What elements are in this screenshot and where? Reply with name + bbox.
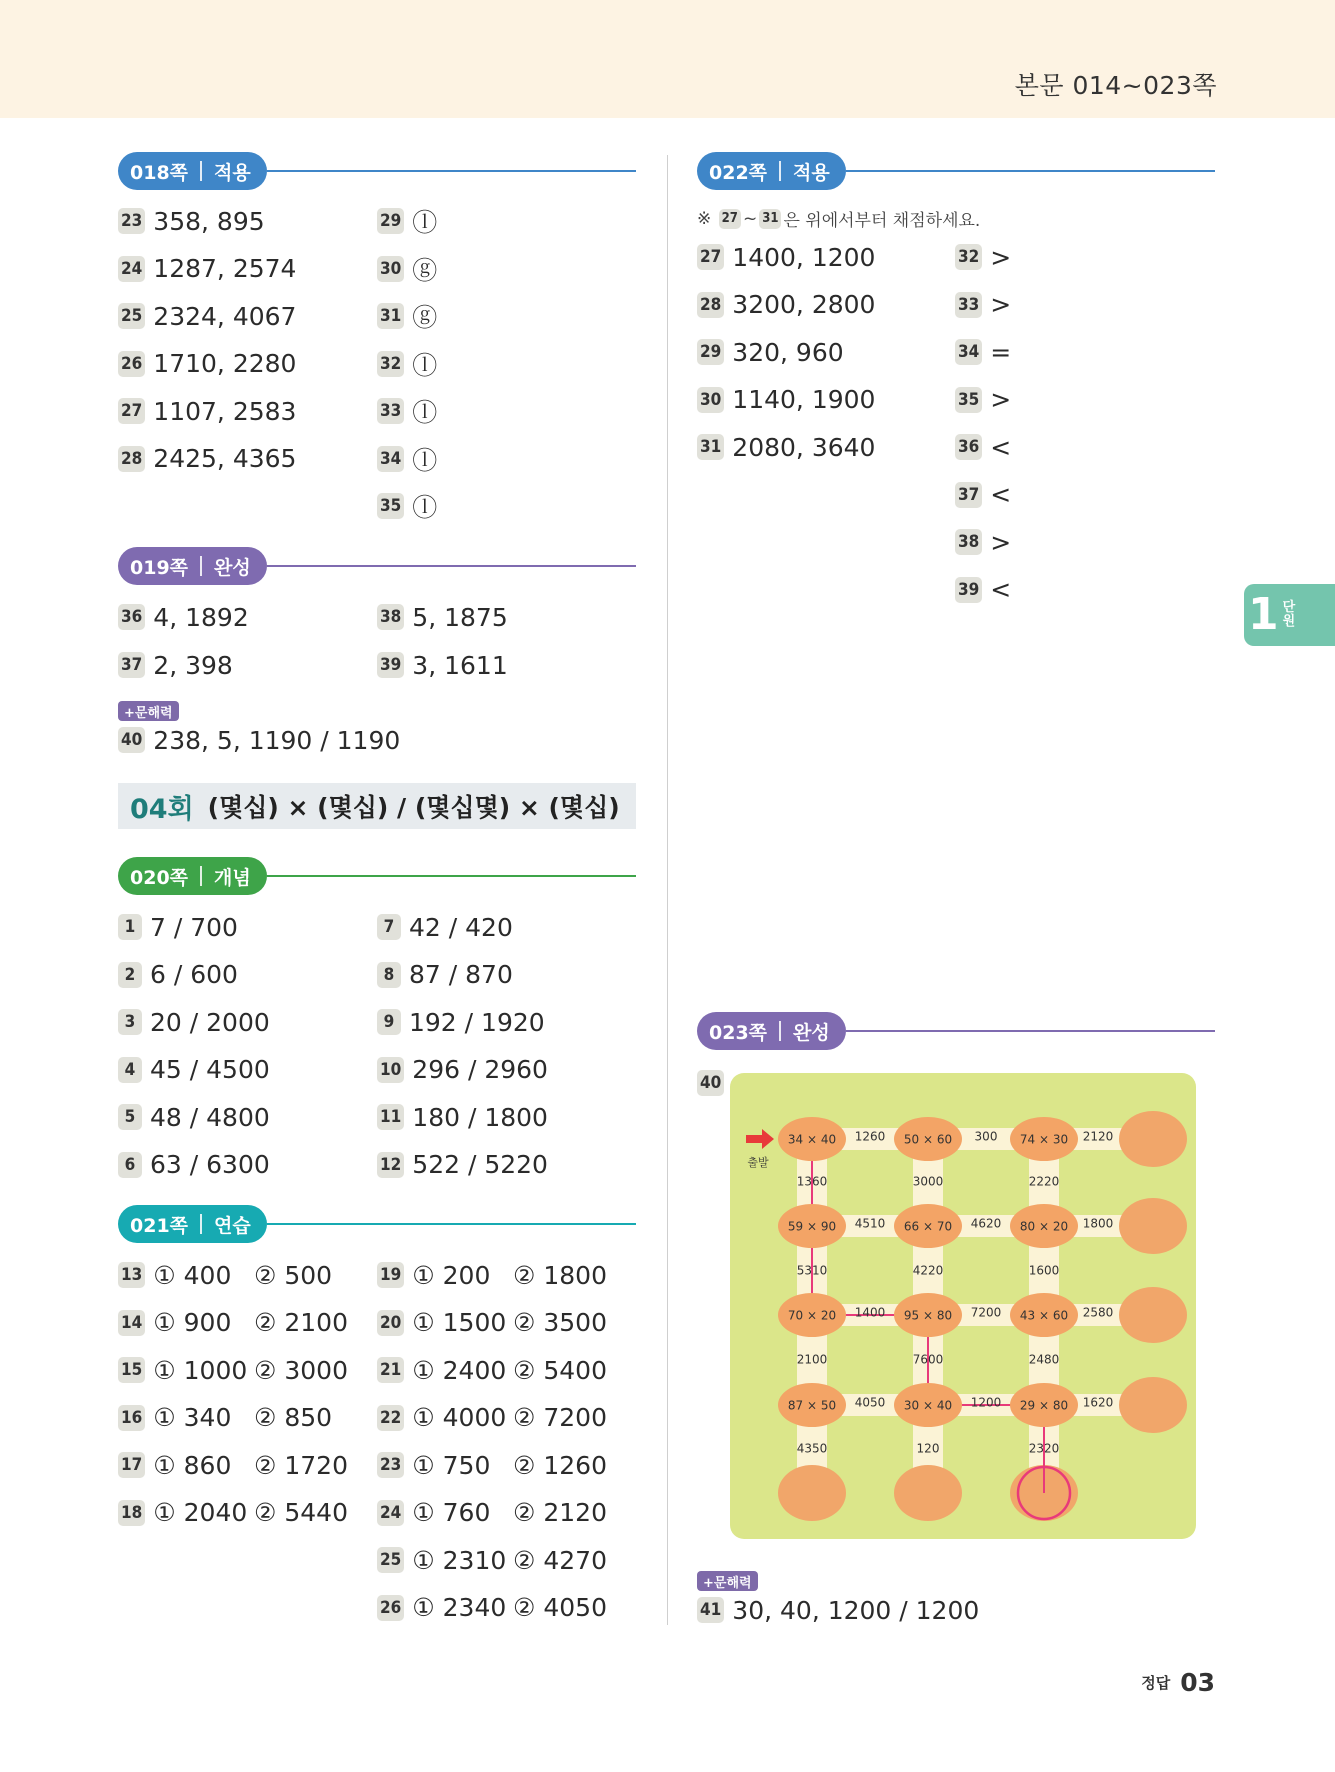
answer-text: ① 760: [412, 1498, 491, 1527]
answer-item: [377, 298, 437, 334]
answer-item: [697, 382, 875, 418]
question-number: 41: [697, 1597, 724, 1623]
maze-edge-value: 1800: [1082, 1216, 1114, 1231]
answer-text: ⓖ: [412, 255, 438, 285]
question-number: 22: [377, 1405, 404, 1431]
answer-text: 358, 895: [153, 206, 265, 236]
maze-edge-value: 2320: [1028, 1441, 1060, 1456]
answer-item: [118, 251, 296, 287]
answer-text: 4, 1892: [153, 602, 249, 632]
answer-text: 1400, 1200: [732, 242, 876, 272]
answer-text: 192 / 1920: [409, 1007, 545, 1037]
maze-node-label: 34 × 40: [787, 1132, 837, 1147]
section-023-header: [697, 1012, 1215, 1050]
answer-item: [377, 647, 508, 683]
section-018-line: [267, 170, 636, 172]
answer-text: <: [990, 432, 1012, 462]
section-023-kind: 완성: [793, 1021, 830, 1044]
answer-text-2: ② 1720: [254, 1450, 348, 1480]
maze-node-label: 87 × 50: [787, 1398, 837, 1413]
unit-label-2: 원: [1282, 614, 1296, 629]
maze-edge-value: 4220: [912, 1263, 944, 1278]
note-symbol: ※: [697, 208, 712, 229]
question-number: 36: [118, 604, 145, 630]
answer-text: =: [990, 337, 1012, 367]
answer-item: [377, 488, 437, 524]
answer-text: ① 2310: [412, 1545, 507, 1575]
question-number: 33: [955, 292, 982, 318]
answer-item: [377, 1257, 607, 1293]
section-018-kind: 적용: [214, 161, 251, 184]
question-number: 7: [377, 914, 401, 940]
answer-item: [377, 909, 513, 945]
answer-item: [697, 334, 844, 370]
note-num-end: 31: [759, 209, 781, 229]
question-number: 13: [118, 1262, 145, 1288]
answer-text: ① 400: [153, 1260, 232, 1290]
maze-node-label: 80 × 20: [1019, 1219, 1069, 1234]
answer-item: [377, 1305, 607, 1341]
answer-text-2: ② 5440: [254, 1498, 348, 1527]
answer-item: [377, 251, 437, 287]
question-number: 32: [377, 351, 404, 377]
maze-node-label: 95 × 80: [903, 1308, 953, 1323]
question-number: 14: [118, 1310, 145, 1336]
section-019-page: 019쪽: [130, 556, 189, 579]
answer-text: ⓛ: [412, 493, 438, 522]
section-020-header: [118, 857, 636, 895]
question-number: 18: [118, 1500, 145, 1526]
section-020-page: 020쪽: [130, 866, 189, 889]
answer-item: [377, 1099, 548, 1135]
question-number: 21: [377, 1357, 404, 1383]
question-number: 4: [118, 1057, 142, 1083]
answer-text: >: [990, 385, 1012, 414]
answer-item: [377, 203, 437, 239]
note-text: 은 위에서부터 채점하세요.: [783, 211, 981, 231]
maze-edge-value: 4620: [970, 1216, 1002, 1231]
section-021-header: [118, 1205, 636, 1243]
answer-item: [118, 1004, 270, 1040]
question-number: 40: [118, 727, 145, 753]
answer-item: [697, 429, 875, 465]
maze-node-label: 43 × 60: [1019, 1308, 1069, 1323]
answer-text: ① 340: [153, 1403, 232, 1432]
maze-puzzle: [728, 1071, 1198, 1541]
answer-text: 3200, 2800: [732, 290, 876, 319]
section-021-kind: 연습: [214, 1214, 251, 1237]
answer-item: [377, 346, 437, 382]
answer-text: ⓛ: [412, 398, 438, 427]
question-number: 26: [377, 1595, 404, 1621]
maze-node-label: 74 × 30: [1019, 1132, 1069, 1147]
section-021-pill: [118, 1205, 267, 1243]
page-number: 03: [1180, 1668, 1215, 1697]
answer-item: [118, 346, 296, 382]
answer-text: ① 860: [153, 1450, 232, 1480]
answer-text: >: [990, 242, 1012, 272]
maze-edge-value: 1400: [854, 1305, 886, 1320]
answer-text: ① 1500: [412, 1308, 507, 1337]
question-number: 5: [118, 1104, 142, 1130]
maze-edge-value: 5310: [796, 1263, 828, 1278]
section-018-page: 018쪽: [130, 161, 189, 184]
grading-note: [697, 206, 980, 231]
answer-text: 48 / 4800: [150, 1102, 270, 1132]
answer-item: [697, 1065, 732, 1101]
maze-edge-value: 2580: [1082, 1305, 1114, 1320]
answer-text: ⓛ: [412, 208, 438, 237]
maze-edge-value: 7600: [912, 1352, 944, 1367]
answer-text: 522 / 5220: [412, 1150, 548, 1179]
answer-item: [377, 599, 508, 635]
question-number: 28: [118, 446, 145, 472]
maze-node-label: 59 × 90: [787, 1219, 837, 1234]
answer-text: 7 / 700: [150, 912, 238, 942]
maze-node-label: 70 × 20: [787, 1308, 837, 1323]
question-number: 30: [697, 387, 724, 413]
answer-text-2: ② 1260: [513, 1450, 607, 1480]
section-022-header: [697, 152, 1215, 190]
answer-item: [697, 239, 875, 275]
question-number: 39: [955, 577, 982, 603]
answer-text-2: ② 2100: [254, 1308, 348, 1337]
answer-item: [377, 1447, 607, 1483]
answer-text-2: ② 850: [254, 1403, 333, 1432]
maze-end-food: [1119, 1111, 1187, 1167]
maze-node-label: 29 × 80: [1019, 1398, 1069, 1413]
question-number: 31: [697, 434, 724, 460]
section-019-header: [118, 547, 636, 585]
question-number: 2: [118, 962, 142, 988]
answer-text-2: ② 2120: [513, 1498, 607, 1527]
answer-item: [118, 1099, 270, 1135]
answer-item: [118, 1305, 348, 1341]
answer-item: [118, 1495, 348, 1531]
answer-text-2: ② 4050: [513, 1593, 607, 1622]
question-number: 23: [118, 208, 145, 234]
section-019-kind: 완성: [214, 556, 251, 579]
question-number: 27: [118, 398, 145, 424]
answer-text: >: [990, 527, 1012, 557]
answer-text: 2324, 4067: [153, 301, 297, 331]
question-number: 32: [955, 244, 982, 270]
answer-text: 87 / 870: [409, 960, 513, 989]
answer-item: [697, 1592, 979, 1628]
answer-text: 2, 398: [153, 650, 233, 680]
maze-start-label: 출발: [747, 1156, 769, 1169]
section-022-page: 022쪽: [709, 161, 768, 184]
section-020-kind: 개념: [214, 866, 251, 889]
answer-text: 20 / 2000: [150, 1007, 270, 1037]
question-number: 9: [377, 1009, 401, 1035]
question-number: 38: [955, 529, 982, 555]
answer-text: 3, 1611: [412, 650, 508, 680]
section-022-pill: [697, 152, 846, 190]
answer-item: [955, 287, 1011, 323]
answer-text-2: ② 1800: [513, 1260, 607, 1290]
answer-text-2: ② 3500: [513, 1308, 607, 1337]
maze-edge-value: 300: [974, 1129, 998, 1144]
maze-edge-value: 4510: [854, 1216, 886, 1231]
maze-edge-value: 3000: [912, 1174, 944, 1189]
answer-item: [955, 239, 1011, 275]
answer-item: [118, 298, 296, 334]
answer-item: [118, 599, 249, 635]
question-number: 20: [377, 1310, 404, 1336]
question-number: 11: [377, 1104, 404, 1130]
answer-item: [955, 524, 1011, 560]
answer-text: 320, 960: [732, 337, 844, 367]
answer-text: 30, 40, 1200 / 1200: [732, 1595, 980, 1625]
maze-end-food: [1119, 1377, 1187, 1433]
maze-edge-value: 2480: [1028, 1352, 1060, 1367]
answer-text: 45 / 4500: [150, 1055, 270, 1084]
answer-item: [118, 957, 238, 993]
answer-text-2: ② 500: [254, 1260, 333, 1290]
answer-text: 1710, 2280: [153, 349, 297, 378]
maze-node-label: 50 × 60: [903, 1132, 953, 1147]
answer-text: 6 / 600: [150, 960, 238, 989]
answer-item: [377, 1147, 548, 1183]
answer-item: [118, 722, 400, 758]
maze-edge-value: 1260: [854, 1129, 886, 1144]
maze-end-food: [1119, 1287, 1187, 1343]
question-number: 38: [377, 604, 404, 630]
answer-item: [377, 1352, 607, 1388]
question-number: 24: [377, 1500, 404, 1526]
question-number: 25: [377, 1547, 404, 1573]
answer-text: 2080, 3640: [732, 432, 876, 462]
lesson-title: (몇십) × (몇십) / (몇십몇) × (몇십): [207, 793, 620, 822]
section-023-line: [846, 1030, 1215, 1032]
answer-item: [697, 287, 875, 323]
literacy-tag: +문해력: [118, 701, 179, 721]
answer-text: 42 / 420: [409, 912, 513, 942]
note-separator: ~: [742, 208, 758, 229]
lesson-title-box: [118, 783, 636, 829]
answer-text: 238, 5, 1190 / 1190: [153, 725, 401, 755]
answer-item: [377, 1495, 607, 1531]
answer-text: 296 / 2960: [412, 1055, 548, 1084]
answer-item: [955, 429, 1011, 465]
answer-text: ① 200: [412, 1260, 491, 1290]
question-number: 6: [118, 1152, 142, 1178]
answer-text: ① 750: [412, 1450, 491, 1480]
question-number: 39: [377, 652, 404, 678]
answer-text: ① 900: [153, 1308, 232, 1337]
question-number: 8: [377, 962, 401, 988]
answer-text: 63 / 6300: [150, 1150, 270, 1179]
section-022-kind: 적용: [793, 161, 830, 184]
maze-node-label: 66 × 70: [903, 1219, 953, 1234]
answer-item: [955, 572, 1011, 608]
question-number: 35: [377, 493, 404, 519]
question-number: 37: [118, 652, 145, 678]
unit-label-1: 단: [1282, 599, 1296, 615]
answer-item: [118, 909, 238, 945]
answer-text: 2425, 4365: [153, 444, 297, 473]
maze-edge-value: 2120: [1082, 1129, 1114, 1144]
section-018-pill: [118, 152, 267, 190]
answer-item: [377, 1052, 548, 1088]
maze-node-label: 30 × 40: [903, 1398, 953, 1413]
answer-item: [118, 393, 296, 429]
section-019-pill: [118, 547, 267, 585]
question-number: 36: [955, 434, 982, 460]
column-divider: [667, 155, 668, 1625]
question-number: 24: [118, 256, 145, 282]
maze-edge-value: 1600: [1028, 1263, 1060, 1278]
answer-text-2: ② 3000: [254, 1355, 348, 1385]
question-number: 12: [377, 1152, 404, 1178]
maze-edge-value: 2220: [1028, 1174, 1060, 1189]
answer-text: ① 2040: [153, 1498, 248, 1527]
unit-tab: [1244, 584, 1335, 646]
header-band: [0, 0, 1335, 118]
literacy-tag: +문해력: [697, 1571, 758, 1591]
answer-item: [377, 1004, 545, 1040]
question-number: 29: [697, 339, 724, 365]
maze-end-food: [778, 1465, 846, 1521]
answer-text: <: [990, 575, 1012, 604]
section-022-line: [846, 170, 1215, 172]
answer-text: 180 / 1800: [412, 1102, 548, 1132]
footer-label: 정답: [1141, 1674, 1171, 1692]
answer-text: 1140, 1900: [732, 385, 876, 414]
section-020-pill: [118, 857, 267, 895]
answer-text: 1287, 2574: [153, 254, 297, 283]
answer-item: [118, 1147, 270, 1183]
question-number: 26: [118, 351, 145, 377]
answer-item: [118, 1447, 348, 1483]
page-footer: [1141, 1668, 1215, 1697]
question-number: 23: [377, 1452, 404, 1478]
maze-edge-value: 1200: [970, 1395, 1002, 1410]
answer-text: >: [990, 290, 1012, 319]
section-023-page: 023쪽: [709, 1021, 768, 1044]
answer-item: [118, 1352, 348, 1388]
maze-edge-value: 7200: [970, 1305, 1002, 1320]
answer-text: ⓛ: [412, 350, 438, 380]
answer-item: [377, 441, 437, 477]
answer-item: [118, 1257, 333, 1293]
question-number: 29: [377, 208, 404, 234]
answer-item: [377, 1542, 607, 1578]
question-number: 34: [955, 339, 982, 365]
question-number: 34: [377, 446, 404, 472]
answer-item: [377, 1590, 607, 1626]
section-023-pill: [697, 1012, 846, 1050]
answer-item: [118, 441, 296, 477]
answer-item: [118, 1400, 333, 1436]
answer-item: [377, 1400, 607, 1436]
question-number: 16: [118, 1405, 145, 1431]
maze-edge-value: 120: [916, 1441, 940, 1456]
answer-text: ① 2400: [412, 1355, 507, 1385]
answer-text: ① 4000: [412, 1403, 507, 1432]
section-019-line: [267, 565, 636, 567]
question-number: 33: [377, 398, 404, 424]
question-number: 3: [118, 1009, 142, 1035]
question-number: 28: [697, 292, 724, 318]
maze-edge-value: 1360: [796, 1174, 828, 1189]
section-020-line: [267, 875, 636, 877]
note-num-start: 27: [719, 209, 741, 229]
question-number: 30: [377, 256, 404, 282]
maze-edge-value: 4050: [854, 1395, 886, 1410]
page-range: 본문 014~023쪽: [1014, 71, 1217, 100]
question-number: 25: [118, 303, 145, 329]
question-number: 19: [377, 1262, 404, 1288]
answer-text: ① 2340: [412, 1593, 507, 1622]
answer-text: 1107, 2583: [153, 396, 297, 426]
answer-text-2: ② 4270: [513, 1545, 607, 1575]
maze-end-food: [894, 1465, 962, 1521]
maze-edge-value: 4350: [796, 1441, 828, 1456]
question-number: 17: [118, 1452, 145, 1478]
answer-text: ⓖ: [412, 303, 438, 332]
unit-number: 1: [1248, 589, 1279, 640]
question-number: 31: [377, 303, 404, 329]
maze-edge-value: 2100: [796, 1352, 828, 1367]
lesson-number: 04회: [130, 793, 194, 825]
maze-edge-value: 1620: [1082, 1395, 1114, 1410]
answer-text: ⓛ: [412, 445, 438, 475]
answer-item: [955, 477, 1011, 513]
question-number: 27: [697, 244, 724, 270]
answer-item: [955, 382, 1011, 418]
question-number: 40: [697, 1070, 724, 1096]
answer-item: [118, 203, 265, 239]
question-number: 1: [118, 914, 142, 940]
answer-item: [377, 957, 513, 993]
question-number: 37: [955, 482, 982, 508]
answer-item: [118, 1052, 270, 1088]
section-021-line: [267, 1223, 636, 1225]
answer-text-2: ② 7200: [513, 1403, 607, 1432]
answer-text: ① 1000: [153, 1355, 248, 1385]
answer-item: [118, 647, 233, 683]
answer-item: [955, 334, 1011, 370]
question-number: 10: [377, 1057, 404, 1083]
answer-text: 5, 1875: [412, 602, 508, 632]
section-018-header: [118, 152, 636, 190]
maze-end-food: [1119, 1198, 1187, 1254]
question-number: 35: [955, 387, 982, 413]
answer-text: <: [990, 480, 1012, 509]
section-021-page: 021쪽: [130, 1214, 189, 1237]
question-number: 15: [118, 1357, 145, 1383]
answer-item: [377, 393, 437, 429]
answer-text-2: ② 5400: [513, 1355, 607, 1385]
